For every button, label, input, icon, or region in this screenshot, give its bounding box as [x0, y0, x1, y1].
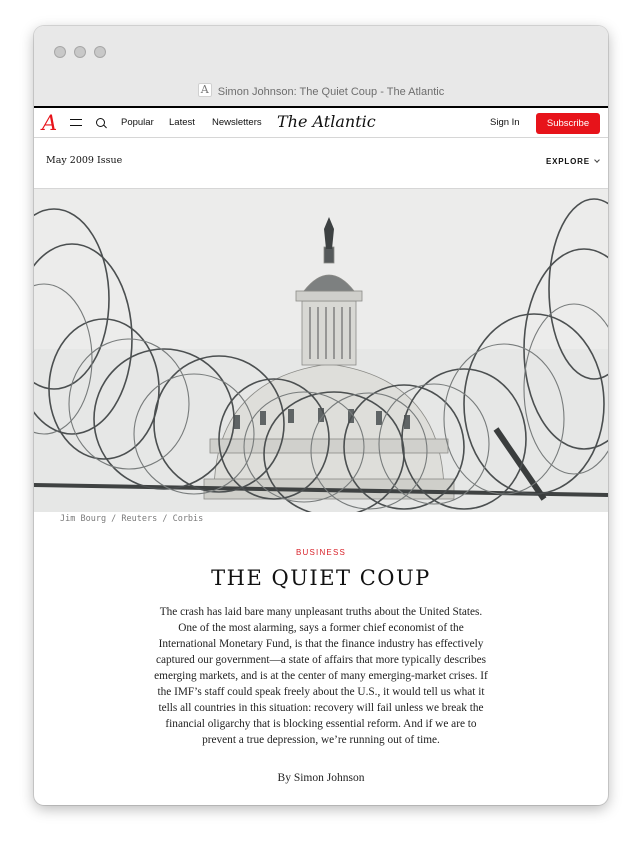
browser-window	[34, 26, 608, 805]
article-byline[interactable]: By Simon Johnson	[277, 772, 365, 784]
search-icon[interactable]	[96, 118, 105, 127]
menu-icon[interactable]	[70, 119, 82, 127]
title-bar	[34, 26, 608, 106]
section-label[interactable]: BUSINESS	[295, 548, 347, 557]
nav-link-latest[interactable]: Latest	[169, 117, 195, 128]
browser-tab[interactable]	[34, 83, 608, 98]
site-navbar	[34, 106, 608, 138]
explore-menu[interactable]	[546, 157, 599, 166]
photo-credit: Jim Bourg / Reuters / Corbis	[60, 514, 204, 524]
chevron-down-icon	[594, 157, 600, 163]
issue-link[interactable]: May 2009 Issue	[46, 155, 123, 166]
minimize-window-button[interactable]	[74, 46, 86, 58]
atlantic-favicon-icon: A	[198, 83, 212, 97]
subscribe-button[interactable]: Subscribe	[536, 113, 600, 134]
nav-link-popular[interactable]: Popular	[121, 117, 154, 128]
article-dek: The crash has laid bare many unpleasant truths about the United States. One of the most alarming, says a former chief economist of the International Monetary Fund, is that the finance industry has effectively captured our government—a state of affairs that more typically describes emerging markets, and is at the center of many emerging-market crises. If the IMF’s staff could speak freely about the U.S., it would tell us what it tells all countries in this situation: recovery will fail unless we break the financial oligarchy that is blocking essential reform. And if we are to prevent a true depression, we’re running out of time.	[154, 606, 488, 746]
zoom-window-button[interactable]	[94, 46, 106, 58]
article-headline: THE QUIET COUP	[211, 566, 431, 590]
tab-title: Simon Johnson: The Quiet Coup - The Atlantic	[217, 86, 445, 98]
explore-label: EXPLORE	[546, 157, 590, 166]
hero-image	[34, 189, 608, 512]
sign-in-link[interactable]: Sign In	[490, 117, 520, 128]
nav-link-newsletters[interactable]: Newsletters	[212, 117, 262, 128]
issue-bar	[34, 138, 608, 189]
close-window-button[interactable]	[54, 46, 66, 58]
atlantic-logo-icon[interactable]: A	[42, 111, 58, 135]
site-wordmark[interactable]: The Atlantic	[277, 112, 376, 131]
